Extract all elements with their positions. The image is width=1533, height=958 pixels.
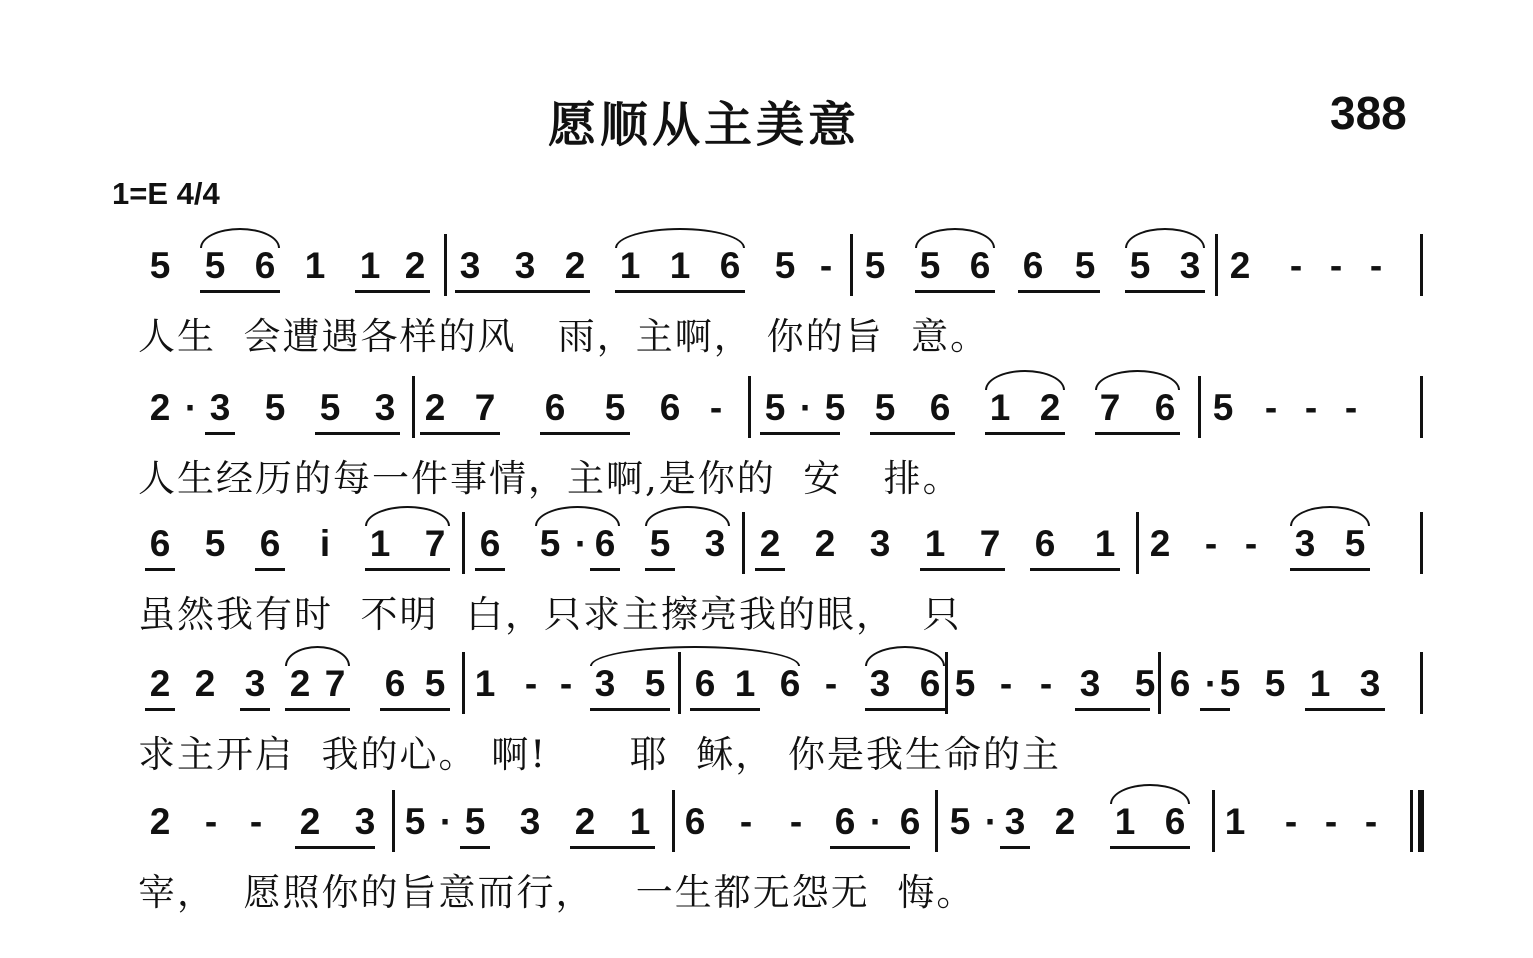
beam-underline [355, 290, 430, 293]
hold-dash: - [1329, 245, 1343, 286]
slur [1125, 228, 1205, 248]
hold-dash: - [999, 663, 1013, 704]
notation-row [0, 646, 1533, 716]
hold-dash: - [1304, 387, 1318, 428]
note: 3 [209, 387, 231, 428]
beam-underline [1125, 290, 1205, 293]
barline [945, 652, 948, 714]
beam-underline [540, 432, 630, 435]
hymn-number: 388 [1330, 87, 1407, 139]
note: 6 [384, 663, 406, 704]
hold-dash: - [709, 387, 723, 428]
hymn-title: 愿顺从主美意 [548, 97, 861, 153]
note: 6 [779, 663, 801, 704]
note: 5 [204, 523, 226, 564]
note: 6 [1022, 245, 1044, 286]
barline [1420, 512, 1423, 574]
hold-dash: - [249, 801, 263, 842]
note: 6 [254, 245, 276, 286]
dot-mark: · [439, 801, 453, 842]
dot-mark: · [984, 801, 998, 842]
note: 7 [424, 523, 446, 564]
note: 3 [869, 523, 891, 564]
note: 3 [1004, 801, 1026, 842]
barline [672, 790, 675, 852]
slur [865, 646, 945, 666]
beam-underline [145, 708, 175, 711]
slur [590, 646, 800, 666]
hold-dash: - [1324, 801, 1338, 842]
note: 7 [1099, 387, 1121, 428]
note: 5 [264, 387, 286, 428]
barline [1158, 652, 1161, 714]
note: 7 [979, 523, 1001, 564]
barline [850, 234, 853, 296]
note: 1 [1094, 523, 1116, 564]
note: 1 [924, 523, 946, 564]
hold-dash: - [1204, 523, 1218, 564]
hold-dash: - [1369, 245, 1383, 286]
note: 6 [834, 801, 856, 842]
beam-underline [1095, 432, 1180, 435]
beam-underline [285, 708, 350, 711]
beam-underline [200, 290, 280, 293]
beam-underline [315, 432, 400, 435]
beam-underline [1000, 846, 1030, 849]
note: 5 [404, 801, 426, 842]
dot-mark: · [869, 801, 883, 842]
hold-dash: - [1344, 387, 1358, 428]
slur [535, 506, 620, 526]
beam-underline [760, 432, 840, 435]
note: 1 [1114, 801, 1136, 842]
note: 1 [369, 523, 391, 564]
note: 2 [149, 663, 171, 704]
beam-underline [420, 432, 500, 435]
hold-dash: - [739, 801, 753, 842]
note: 1 [304, 245, 326, 286]
hold-dash: - [789, 801, 803, 842]
beam-underline [1110, 846, 1190, 849]
note: 3 [519, 801, 541, 842]
beam-underline [1075, 708, 1150, 711]
barline [748, 376, 751, 438]
hold-dash: - [1039, 663, 1053, 704]
note: 3 [869, 663, 891, 704]
note: 5 [1134, 663, 1156, 704]
lyrics-row: 人生经历的每一件事情，主啊,是你的 安 排。 [138, 457, 962, 500]
lyrics-row: 求主开启 我的心。 啊! 耶 稣， 你是我生命的主 [138, 733, 1062, 776]
notation-row [0, 784, 1533, 854]
note: 1 [1224, 801, 1246, 842]
final-barline [1418, 790, 1424, 852]
beam-underline [475, 568, 505, 571]
note: 6 [479, 523, 501, 564]
note: 5 [604, 387, 626, 428]
hold-dash: - [1264, 387, 1278, 428]
note: 5 [1074, 245, 1096, 286]
note: 5 [1212, 387, 1234, 428]
lyrics-row: 虽然我有时 不明 白，只求主擦亮我的眼， 只 [138, 593, 962, 636]
note: 2 [1229, 245, 1251, 286]
barline [1198, 376, 1201, 438]
note: 1 [474, 663, 496, 704]
lyrics-row: 宰， 愿照你的旨意而行， 一生都无怨无 悔。 [138, 871, 976, 914]
note: 5 [149, 245, 171, 286]
barline [392, 790, 395, 852]
beam-underline [985, 432, 1065, 435]
hold-dash: - [524, 663, 538, 704]
beam-underline [690, 708, 760, 711]
key-signature: 1=E 4/4 [112, 176, 220, 211]
beam-underline [145, 568, 175, 571]
slur [365, 506, 450, 526]
note: 6 [919, 663, 941, 704]
beam-underline [1018, 290, 1100, 293]
beam-underline [570, 846, 655, 849]
note: 2 [289, 663, 311, 704]
note: 6 [1169, 663, 1191, 704]
note: 2 [1054, 801, 1076, 842]
note: 5 [864, 245, 886, 286]
note: 6 [259, 523, 281, 564]
note: 6 [719, 245, 741, 286]
note: 1 [359, 245, 381, 286]
barline [1420, 652, 1423, 714]
note: 3 [244, 663, 266, 704]
slur [985, 370, 1065, 390]
note: 5 [1129, 245, 1151, 286]
note: 5 [954, 663, 976, 704]
hold-dash: - [1284, 801, 1298, 842]
note: 2 [149, 801, 171, 842]
beam-underline [1305, 708, 1385, 711]
beam-underline [205, 432, 235, 435]
dot-mark: · [184, 387, 198, 428]
barline [1215, 234, 1218, 296]
beam-underline [295, 846, 375, 849]
slur [285, 646, 350, 666]
hold-dash: - [204, 801, 218, 842]
note: 1 [734, 663, 756, 704]
hold-dash: - [824, 663, 838, 704]
lyrics-row: 人生 会遭遇各样的风 雨，主啊， 你的旨 意。 [138, 315, 990, 358]
barline [1420, 376, 1423, 438]
beam-underline [455, 290, 590, 293]
slur [1110, 784, 1190, 804]
note: 5 [539, 523, 561, 564]
note: 6 [929, 387, 951, 428]
beam-underline [255, 568, 285, 571]
beam-underline [590, 568, 620, 571]
note: 3 [354, 801, 376, 842]
note: 5 [764, 387, 786, 428]
note: 1 [629, 801, 651, 842]
note: 5 [824, 387, 846, 428]
note: 6 [594, 523, 616, 564]
note: 2 [564, 245, 586, 286]
note: 5 [464, 801, 486, 842]
note: 3 [1294, 523, 1316, 564]
note: 7 [474, 387, 496, 428]
beam-underline [240, 708, 270, 711]
note: 6 [544, 387, 566, 428]
note: 6 [1034, 523, 1056, 564]
dot-mark: · [574, 523, 588, 564]
barline [1410, 790, 1413, 852]
beam-underline [920, 568, 1005, 571]
beam-underline [830, 846, 910, 849]
note: 6 [969, 245, 991, 286]
note: 6 [899, 801, 921, 842]
beam-underline [755, 568, 785, 571]
note: 6 [149, 523, 171, 564]
note: 1 [619, 245, 641, 286]
barline [412, 376, 415, 438]
note: 2 [424, 387, 446, 428]
note: 5 [774, 245, 796, 286]
note: 1 [989, 387, 1011, 428]
hold-dash: - [1244, 523, 1258, 564]
beam-underline [1030, 568, 1120, 571]
barline [935, 790, 938, 852]
dot-mark: · [1204, 663, 1218, 704]
note: 5 [424, 663, 446, 704]
note: 3 [514, 245, 536, 286]
dot-mark: · [799, 387, 813, 428]
note: 2 [194, 663, 216, 704]
hold-dash: - [819, 245, 833, 286]
barline [742, 512, 745, 574]
note: 6 [659, 387, 681, 428]
note: 2 [299, 801, 321, 842]
note: 2 [1149, 523, 1171, 564]
note: 2 [574, 801, 596, 842]
note: 5 [919, 245, 941, 286]
note: 6 [1154, 387, 1176, 428]
note: 3 [459, 245, 481, 286]
note: 3 [594, 663, 616, 704]
note: 7 [324, 663, 346, 704]
note: i [319, 523, 331, 564]
beam-underline [870, 432, 955, 435]
note: 3 [704, 523, 726, 564]
beam-underline [865, 708, 945, 711]
note: 5 [649, 523, 671, 564]
note: 1 [669, 245, 691, 286]
barline [462, 652, 465, 714]
notation-row [0, 506, 1533, 576]
note: 3 [1179, 245, 1201, 286]
note: 3 [1079, 663, 1101, 704]
note: 5 [204, 245, 226, 286]
beam-underline [590, 708, 670, 711]
note: 6 [694, 663, 716, 704]
barline [1212, 790, 1215, 852]
note: 5 [1344, 523, 1366, 564]
note: 5 [1219, 663, 1241, 704]
note: 1 [1309, 663, 1331, 704]
beam-underline [1290, 568, 1370, 571]
note: 5 [319, 387, 341, 428]
beam-underline [380, 708, 450, 711]
beam-underline [915, 290, 995, 293]
note: 2 [1039, 387, 1061, 428]
notation-row [0, 228, 1533, 298]
note: 2 [404, 245, 426, 286]
barline [444, 234, 447, 296]
beam-underline [460, 846, 490, 849]
note: 2 [814, 523, 836, 564]
note: 3 [1359, 663, 1381, 704]
barline [462, 512, 465, 574]
note: 5 [874, 387, 896, 428]
slur [915, 228, 995, 248]
hold-dash: - [1364, 801, 1378, 842]
note: 6 [684, 801, 706, 842]
slur [1095, 370, 1180, 390]
notation-row [0, 370, 1533, 440]
slur [615, 228, 745, 248]
note: 3 [374, 387, 396, 428]
note: 2 [759, 523, 781, 564]
note: 5 [949, 801, 971, 842]
slur [645, 506, 730, 526]
slur [200, 228, 280, 248]
note: 6 [1164, 801, 1186, 842]
beam-underline [1200, 708, 1230, 711]
barline [1420, 234, 1423, 296]
hold-dash: - [559, 663, 573, 704]
note: 2 [149, 387, 171, 428]
note: 5 [644, 663, 666, 704]
beam-underline [615, 290, 745, 293]
beam-underline [645, 568, 675, 571]
beam-underline [365, 568, 450, 571]
note: 5 [1264, 663, 1286, 704]
hold-dash: - [1289, 245, 1303, 286]
barline [1136, 512, 1139, 574]
slur [1290, 506, 1370, 526]
